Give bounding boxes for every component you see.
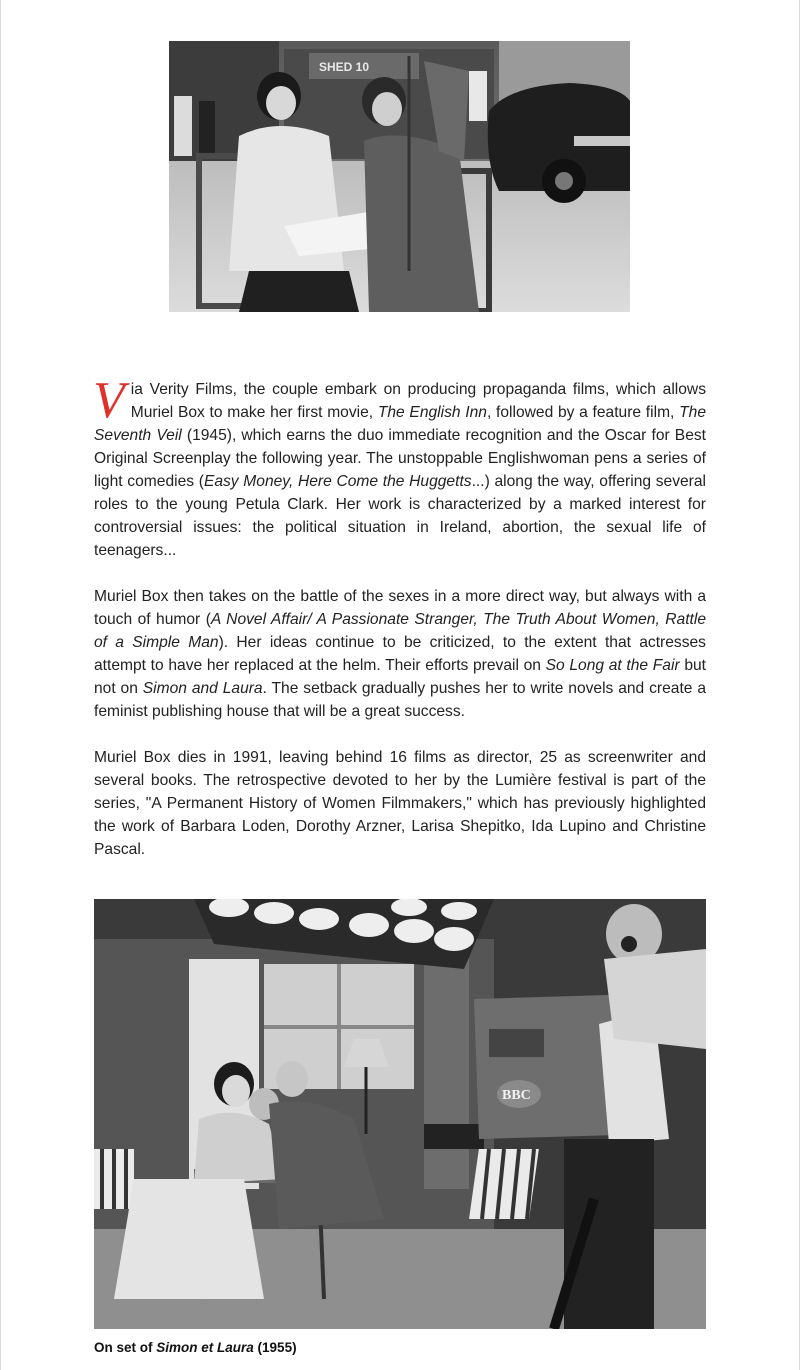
film-title: The Seventh Veil — [94, 404, 706, 444]
photo-simon-et-laura-set — [94, 899, 706, 1329]
film-title: The English Inn — [377, 404, 487, 421]
photo-top-illustration — [169, 41, 630, 312]
film-title: So Long at the Fair — [545, 657, 680, 674]
paragraph-1-text: ...) along the way, offering several roles to the young Petula Clark. Her work is characterized by a marked interest for controversial issues: the political situation in Ireland, abortion, the sexual life of teenagers... — [94, 473, 707, 559]
paragraph-1 — [93, 372, 707, 562]
caption-film-title: Simon et Laura — [156, 1340, 254, 1355]
paragraph-2-text: . The setback gradually pushes her to write novels and create a feminist publishing house that will be a great success. — [94, 680, 706, 720]
photo-film-set-directors — [169, 41, 630, 312]
photo-caption — [94, 1340, 706, 1355]
film-titles: A Novel Affair/ A Passionate Stranger, The Truth About Women, Rattle of a Simple Man — [94, 611, 706, 651]
paragraph-2-text: ). Her ideas continue to be criticized, to the extent that actresses attempt to have her replaced at the helm. Their efforts prevail on — [94, 634, 706, 674]
dropcap: V — [93, 372, 125, 429]
caption-suffix: (1955) — [253, 1340, 297, 1355]
film-title: Simon and Laura — [142, 680, 263, 697]
film-titles: Easy Money, Here Come the Huggetts — [203, 473, 472, 490]
paragraph-3-text: Muriel Box dies in 1991, leaving behind 16 films as director, 25 as screenwriter and several books. The retrospective devoted to her by the Lumière festival is part of the series, "A Permanent History of Women Filmmakers," which has previously highlighted the work of Barbara Loden, Dorothy Arzner, Larisa Shepitko, Ida Lupino and Christine Pascal. — [94, 749, 706, 858]
paragraph-3 — [94, 746, 706, 861]
paragraph-1-text: , followed by a feature film, — [486, 404, 680, 421]
paragraph-2 — [94, 585, 706, 723]
caption-prefix: On set of — [94, 1340, 157, 1355]
camera-logo-text: BBC — [502, 1088, 531, 1103]
shed-sign-text: SHED 10 — [319, 60, 370, 74]
paragraph-2-text: Muriel Box then takes on the battle of the sexes in a more direct way, but always with a touch of humor ( — [94, 588, 706, 628]
paragraph-2-text: but not on — [94, 657, 706, 697]
paragraph-1-text: ia Verity Films, the couple embark on producing propaganda films, which allows Muriel Box to make her first movie, — [130, 381, 706, 421]
photo-bottom-illustration — [94, 899, 706, 1329]
paragraph-1-text: (1945), which earns the duo immediate recognition and the Oscar for Best Original Screenplay the following year. The unstoppable Englishwoman pens a series of light comedies ( — [94, 427, 706, 490]
article-body — [93, 372, 707, 884]
